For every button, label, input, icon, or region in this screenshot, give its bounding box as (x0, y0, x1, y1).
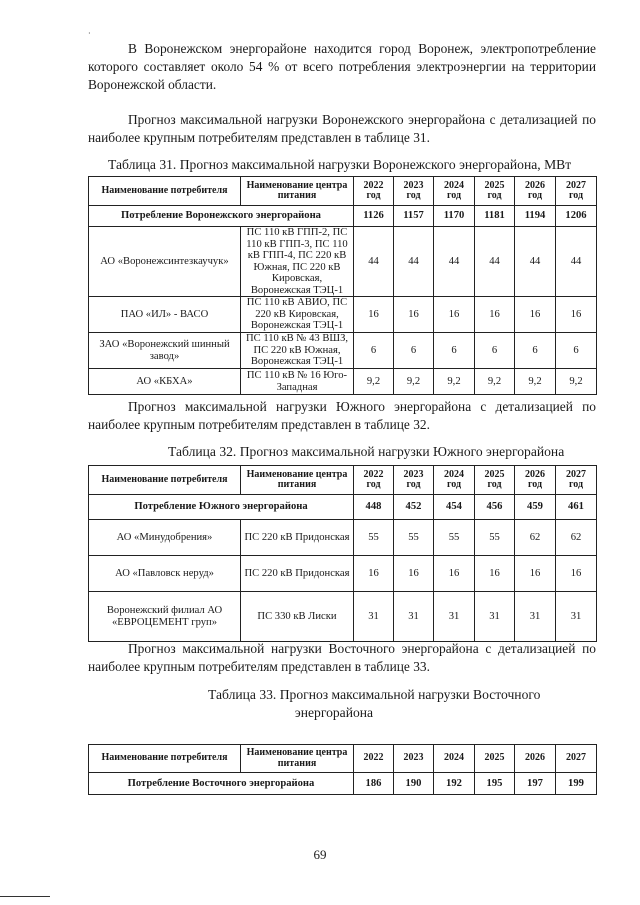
value-cell: 6 (556, 333, 597, 369)
consumer-cell: ЗАО «Воронежский шинный завод» (89, 333, 241, 369)
value-cell: 62 (556, 520, 597, 556)
total-label: Потребление Восточного энергорайона (89, 773, 354, 795)
value-cell: 44 (434, 227, 475, 297)
total-value: 454 (434, 495, 475, 520)
header-year: 2027 (556, 745, 597, 773)
header-year: 2024 (434, 745, 475, 773)
value-cell: 44 (515, 227, 556, 297)
value-cell: 9,2 (556, 369, 597, 395)
total-value: 456 (475, 495, 515, 520)
total-value: 448 (354, 495, 394, 520)
table-31-total-row (89, 206, 597, 227)
header-year: 2024 год (434, 177, 475, 206)
value-cell: 44 (354, 227, 394, 297)
header-year: 2024 год (434, 466, 475, 495)
value-cell: 62 (515, 520, 556, 556)
center-cell: ПС 110 кВ № 16 Юго-Западная (241, 369, 354, 395)
value-cell: 31 (394, 592, 434, 642)
total-label: Потребление Южного энергорайона (89, 495, 354, 520)
value-cell: 16 (354, 556, 394, 592)
table-33-total-row (89, 773, 597, 795)
value-cell: 6 (515, 333, 556, 369)
header-year: 2026 (515, 745, 556, 773)
value-cell: 9,2 (475, 369, 515, 395)
value-cell: 44 (475, 227, 515, 297)
header-consumer: Наименование потребителя (89, 177, 241, 206)
value-cell: 6 (475, 333, 515, 369)
header-center: Наименование центра питания (241, 745, 354, 773)
header-consumer: Наименование потребителя (89, 745, 241, 773)
total-value: 192 (434, 773, 475, 795)
header-consumer: Наименование потребителя (89, 466, 241, 495)
table-31-caption: Таблица 31. Прогноз максимальной нагрузки Воронежского энергорайона, МВт (108, 157, 572, 172)
value-cell: 9,2 (394, 369, 434, 395)
total-value: 1194 (515, 206, 556, 227)
total-value: 461 (556, 495, 597, 520)
value-cell: 16 (394, 297, 434, 333)
value-cell: 31 (515, 592, 556, 642)
value-cell: 31 (556, 592, 597, 642)
value-cell: 31 (475, 592, 515, 642)
value-cell: 6 (434, 333, 475, 369)
paragraph-table-32-intro: Прогноз максимальной нагрузки Южного энергорайона с детализацией по наиболее крупным потребителям представлен в таблице 32. (88, 399, 596, 432)
table-row (89, 227, 597, 297)
header-center: Наименование центра питания (241, 466, 354, 495)
table-31 (88, 176, 597, 395)
header-year: 2026 год (515, 466, 556, 495)
paragraph-table-33-intro: Прогноз максимальной нагрузки Восточного энергорайона с детализацией по наиболее крупным потребителям представлен в таблице 33. (88, 641, 596, 674)
header-year: 2023 год (394, 466, 434, 495)
table-row (89, 333, 597, 369)
table-31-header-row (89, 177, 597, 206)
value-cell: 55 (394, 520, 434, 556)
table-row (89, 556, 597, 592)
table-33-caption-line-1: Таблица 33. Прогноз максимальной нагрузки Восточного (208, 687, 541, 702)
header-year: 2022 год (354, 466, 394, 495)
header-center: Наименование центра питания (241, 177, 354, 206)
total-value: 190 (394, 773, 434, 795)
header-year: 2026 год (515, 177, 556, 206)
table-32 (88, 465, 597, 642)
value-cell: 16 (394, 556, 434, 592)
table-33 (88, 744, 597, 795)
table-row (89, 592, 597, 642)
center-cell: ПС 110 кВ ГПП-2, ПС 110 кВ ГПП-3, ПС 110 кВ ГПП-4, ПС 220 кВ Южная, ПС 220 кВ Кировская, Воронежская ТЭЦ-1 (241, 227, 354, 297)
consumer-cell: АО «Минудобрения» (89, 520, 241, 556)
value-cell: 55 (475, 520, 515, 556)
header-year: 2027 год (556, 177, 597, 206)
table-33-header-row (89, 745, 597, 773)
total-value: 1126 (354, 206, 394, 227)
header-year: 2022 (354, 745, 394, 773)
header-year: 2023 год (394, 177, 434, 206)
intro-paragraph-2: Прогноз максимальной нагрузки Воронежского энергорайона с детализацией по наиболее крупным потребителям представлен в таблице 31. (88, 112, 596, 145)
total-value: 459 (515, 495, 556, 520)
center-cell: ПС 220 кВ Придонская (241, 520, 354, 556)
total-value: 1157 (394, 206, 434, 227)
value-cell: 9,2 (515, 369, 556, 395)
value-cell: 6 (354, 333, 394, 369)
table-33-caption-line-2: энергорайона (294, 705, 374, 720)
corner-mark: · (88, 29, 91, 38)
total-value: 195 (475, 773, 515, 795)
consumer-cell: ПАО «ИЛ» - ВАСО (89, 297, 241, 333)
header-year: 2025 год (475, 466, 515, 495)
consumer-cell: АО «Павловск неруд» (89, 556, 241, 592)
value-cell: 16 (475, 556, 515, 592)
value-cell: 16 (515, 556, 556, 592)
center-cell: ПС 330 кВ Лиски (241, 592, 354, 642)
value-cell: 31 (354, 592, 394, 642)
value-cell: 16 (434, 297, 475, 333)
table-32-header-row (89, 466, 597, 495)
header-year: 2022 год (354, 177, 394, 206)
total-value: 1181 (475, 206, 515, 227)
total-value: 199 (556, 773, 597, 795)
value-cell: 9,2 (434, 369, 475, 395)
value-cell: 9,2 (354, 369, 394, 395)
table-row (89, 297, 597, 333)
value-cell: 16 (354, 297, 394, 333)
table-32-caption: Таблица 32. Прогноз максимальной нагрузки Южного энергорайона (168, 444, 565, 459)
total-value: 186 (354, 773, 394, 795)
value-cell: 44 (394, 227, 434, 297)
table-row (89, 369, 597, 395)
value-cell: 16 (434, 556, 475, 592)
consumer-cell: АО «Воронежсинтезкаучук» (89, 227, 241, 297)
header-year: 2023 (394, 745, 434, 773)
table-row (89, 520, 597, 556)
value-cell: 16 (556, 556, 597, 592)
header-year: 2025 год (475, 177, 515, 206)
total-label: Потребление Воронежского энергорайона (89, 206, 354, 227)
center-cell: ПС 110 кВ № 43 ВШЗ, ПС 220 кВ Южная, Воронежская ТЭЦ-1 (241, 333, 354, 369)
total-value: 1170 (434, 206, 475, 227)
center-cell: ПС 220 кВ Придонская (241, 556, 354, 592)
center-cell: ПС 110 кВ АВИО, ПС 220 кВ Кировская, Воронежская ТЭЦ-1 (241, 297, 354, 333)
total-value: 452 (394, 495, 434, 520)
intro-paragraph-1: В Воронежском энергорайоне находится город Воронеж, электропотребление которого составляет около 54 % от всего потребления электроэнергии на территории Воронежской области. (88, 41, 596, 92)
table-32-total-row (89, 495, 597, 520)
value-cell: 55 (354, 520, 394, 556)
value-cell: 16 (556, 297, 597, 333)
footer-rule (0, 896, 50, 897)
total-value: 1206 (556, 206, 597, 227)
value-cell: 16 (515, 297, 556, 333)
value-cell: 6 (394, 333, 434, 369)
page-number: 69 (313, 847, 327, 862)
header-year: 2027 год (556, 466, 597, 495)
value-cell: 31 (434, 592, 475, 642)
value-cell: 55 (434, 520, 475, 556)
header-year: 2025 (475, 745, 515, 773)
value-cell: 16 (475, 297, 515, 333)
consumer-cell: Воронежский филиал АО «ЕВРОЦЕМЕНТ груп» (89, 592, 241, 642)
consumer-cell: АО «КБХА» (89, 369, 241, 395)
total-value: 197 (515, 773, 556, 795)
value-cell: 44 (556, 227, 597, 297)
